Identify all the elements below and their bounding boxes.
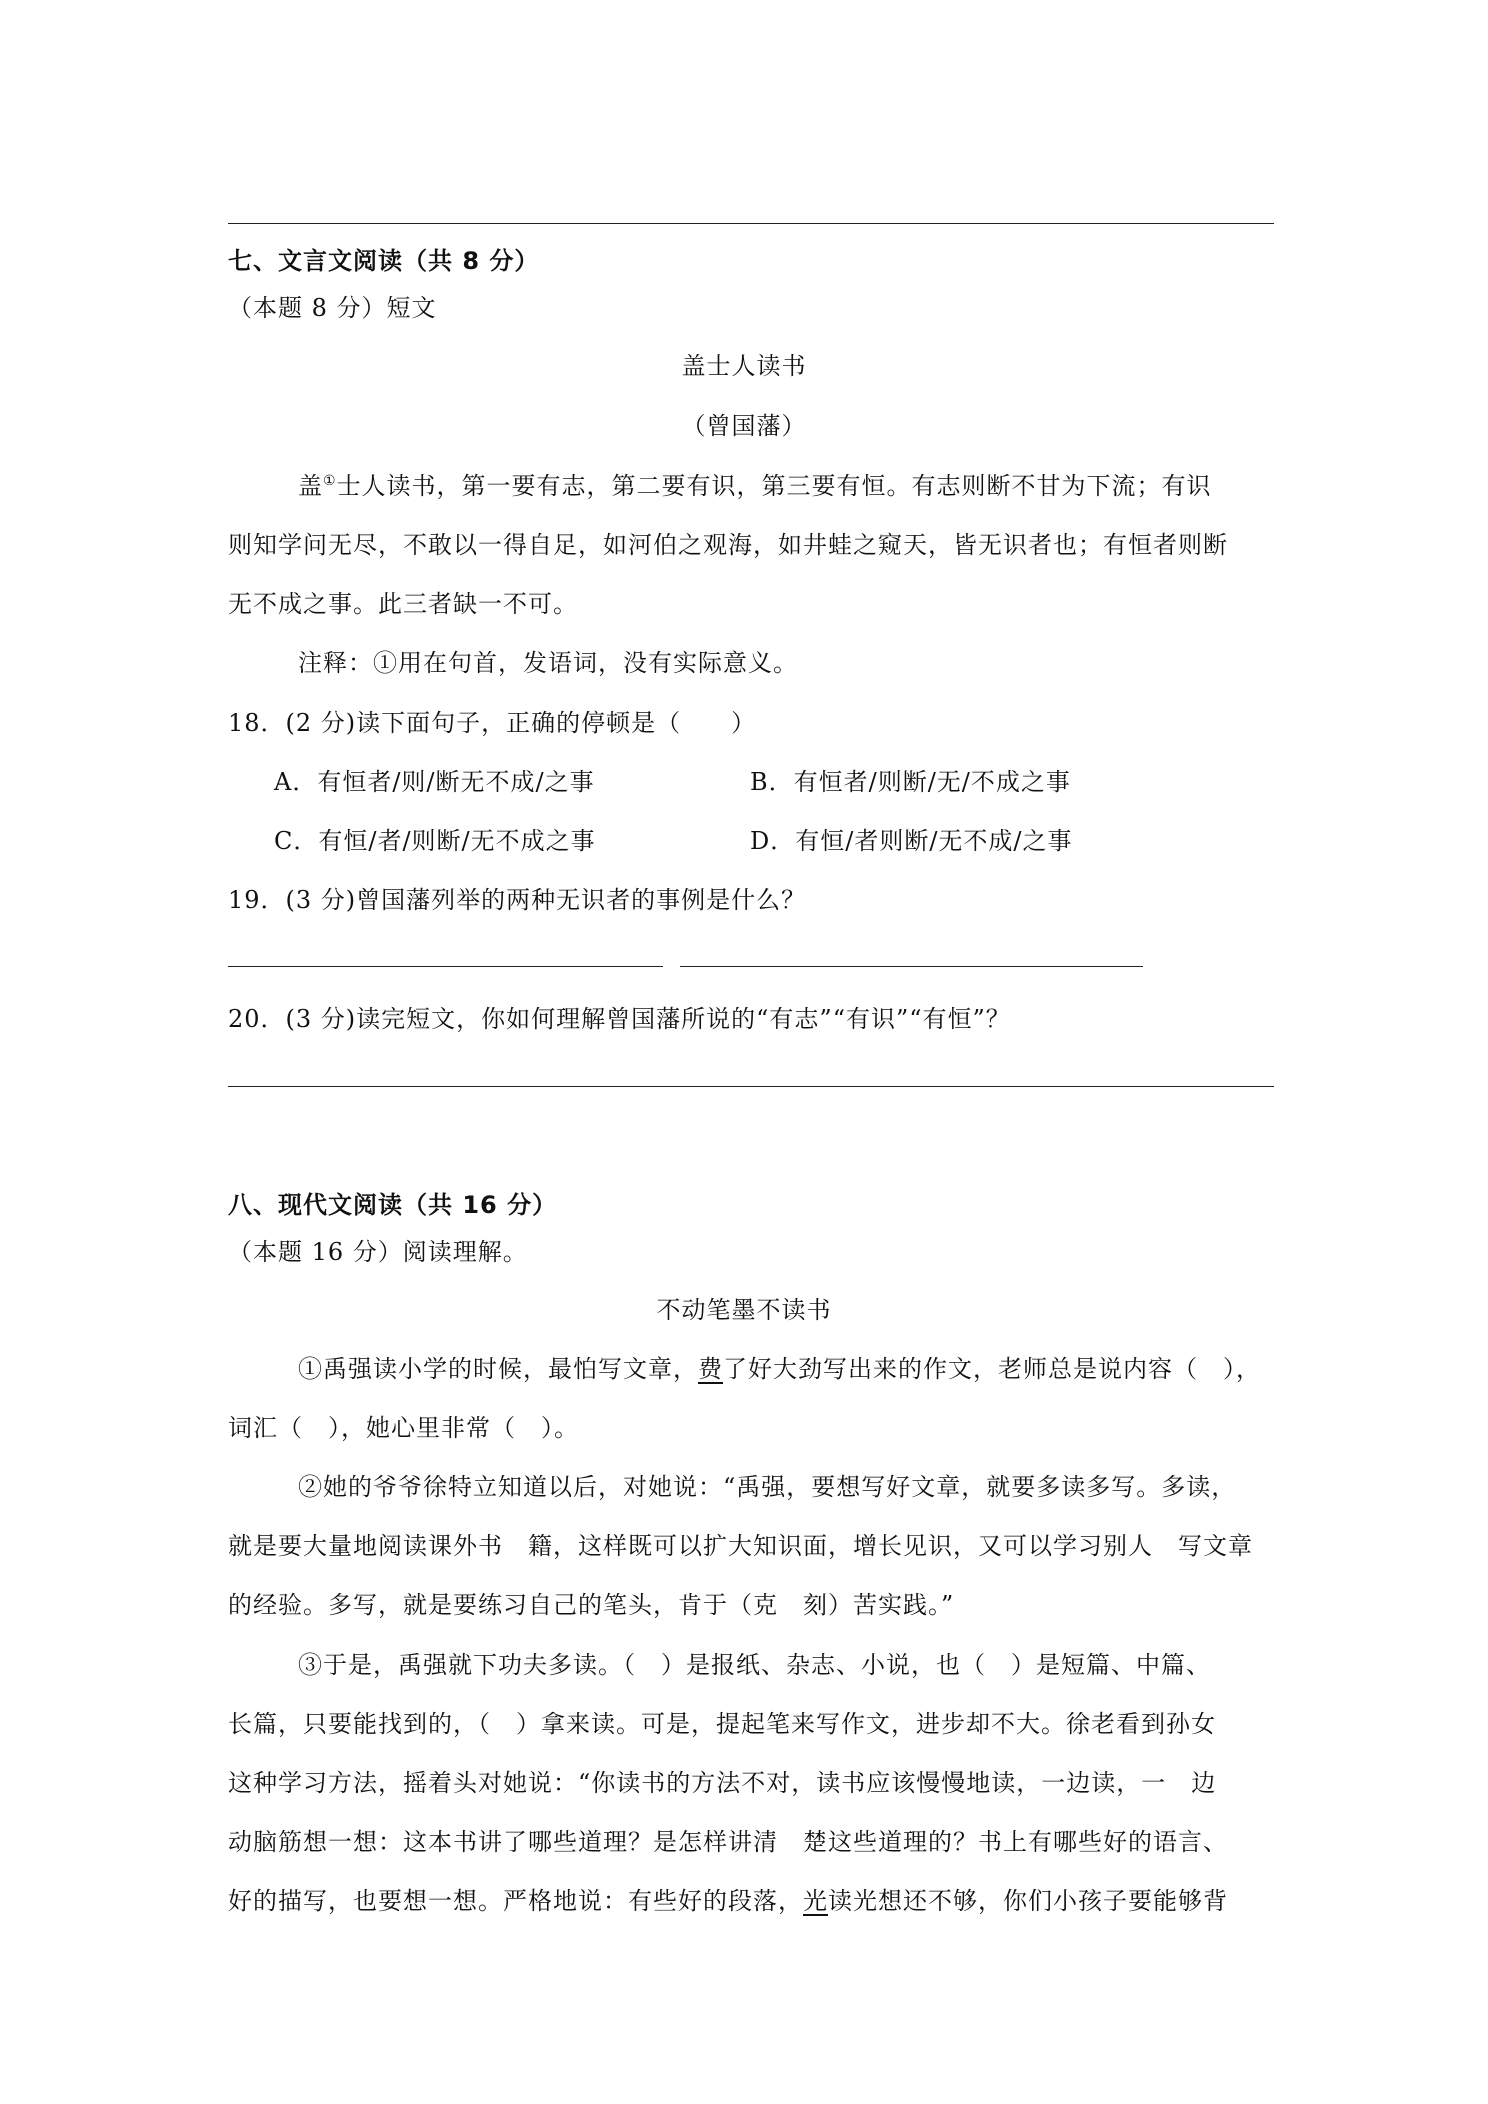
question-20: 20．(3 分)读完短文，你如何理解曾国藩所说的“有志”“有识”“有恒”？ xyxy=(228,1005,1011,1033)
section-8-intro: （本题 16 分）阅读理解。 xyxy=(228,1238,528,1266)
passage-annotation: 注释：①用在句首，发语词，没有实际意义。 xyxy=(298,649,798,677)
passage-line-2: 则知学问无尽，不敢以一得自足，如河伯之观海，如井蛙之窥天，皆无识者也；有恒者则断 xyxy=(228,531,1228,559)
q18-option-b[interactable]: B．有恒者/则断/无/不成之事 xyxy=(750,768,1071,796)
question-19: 19．(3 分)曾国藩列举的两种无识者的事例是什么？ xyxy=(228,886,807,914)
p1-text-b: 了好大劲写出来的作文，老师总是说内容（ ）， xyxy=(723,1355,1261,1383)
passage-first-char: 盖 xyxy=(298,472,323,500)
passage-title: 盖士人读书 xyxy=(681,352,807,380)
p3-text-a: 好的描写，也要想一想。严格地说：有些好的段落， xyxy=(228,1887,803,1915)
q18-option-c[interactable]: C．有恒/者/则断/无不成之事 xyxy=(274,827,596,855)
paragraph-2-line-2: 就是要大量地阅读课外书 籍，这样既可以扩大知识面，增长见识，又可以学习别人 写文章 xyxy=(228,1532,1253,1560)
paragraph-3-line-4: 动脑筋想一想：这本书讲了哪些道理？是怎样讲清 楚这些道理的？书上有哪些好的语言、 xyxy=(228,1828,1228,1856)
paragraph-3-line-5 xyxy=(228,1884,1228,1918)
underlined-word-fei: 费 xyxy=(698,1355,723,1383)
q20-answer-line[interactable] xyxy=(228,1086,1274,1087)
passage-line-1 xyxy=(298,469,1212,503)
paragraph-3-line-1: ③于是，禹强就下功夫多读。（ ）是报纸、杂志、小说，也（ ）是短篇、中篇、 xyxy=(298,1651,1211,1679)
p1-text-a: ①禹强读小学的时候，最怕写文章， xyxy=(298,1355,698,1383)
q18-option-d[interactable]: D．有恒/者则断/无不成/之事 xyxy=(750,827,1073,855)
paragraph-1-line-1 xyxy=(298,1352,1261,1386)
section-7-intro: （本题 8 分）短文 xyxy=(228,294,437,322)
paragraph-2-line-3: 的经验。多写，就是要练习自己的笔头，肯于（克 刻）苦实践。” xyxy=(228,1591,955,1619)
underlined-word-guang: 光 xyxy=(803,1887,828,1915)
q18-option-a[interactable]: A．有恒者/则/断无不成/之事 xyxy=(274,768,595,796)
section-8-heading: 八、现代文阅读（共 16 分） xyxy=(228,1191,558,1219)
reading-title: 不动笔墨不读书 xyxy=(656,1296,832,1324)
paragraph-3-line-2: 长篇，只要能找到的，（ ）拿来读。可是，提起笔来写作文，进步却不大。徐老看到孙女 xyxy=(228,1710,1216,1738)
passage-line-3: 无不成之事。此三者缺一不可。 xyxy=(228,590,578,618)
passage-line-1-text: 士人读书，第一要有志，第二要有识，第三要有恒。有志则断不甘为下流；有识 xyxy=(336,472,1212,500)
passage-author: （曾国藩） xyxy=(681,412,807,440)
section-7-heading: 七、文言文阅读（共 8 分） xyxy=(228,247,540,275)
p3-text-b: 读光想还不够，你们小孩子要能够背 xyxy=(828,1887,1228,1915)
q19-answer-line-1[interactable] xyxy=(228,966,663,967)
q19-answer-line-2[interactable] xyxy=(680,966,1143,967)
paragraph-3-line-3: 这种学习方法，摇着头对她说：“你读书的方法不对，读书应该慢慢地读，一边读，一 边 xyxy=(228,1769,1217,1797)
question-18: 18．(2 分)读下面句子，正确的停顿是（ ） xyxy=(228,709,757,737)
top-divider xyxy=(228,223,1274,224)
footnote-marker: ① xyxy=(323,473,337,489)
paragraph-1-line-2: 词汇（ ），她心里非常（ ）。 xyxy=(228,1414,579,1442)
paragraph-2-line-1: ②她的爷爷徐特立知道以后，对她说：“禹强，要想写好文章，就要多读多写。多读， xyxy=(298,1473,1237,1501)
